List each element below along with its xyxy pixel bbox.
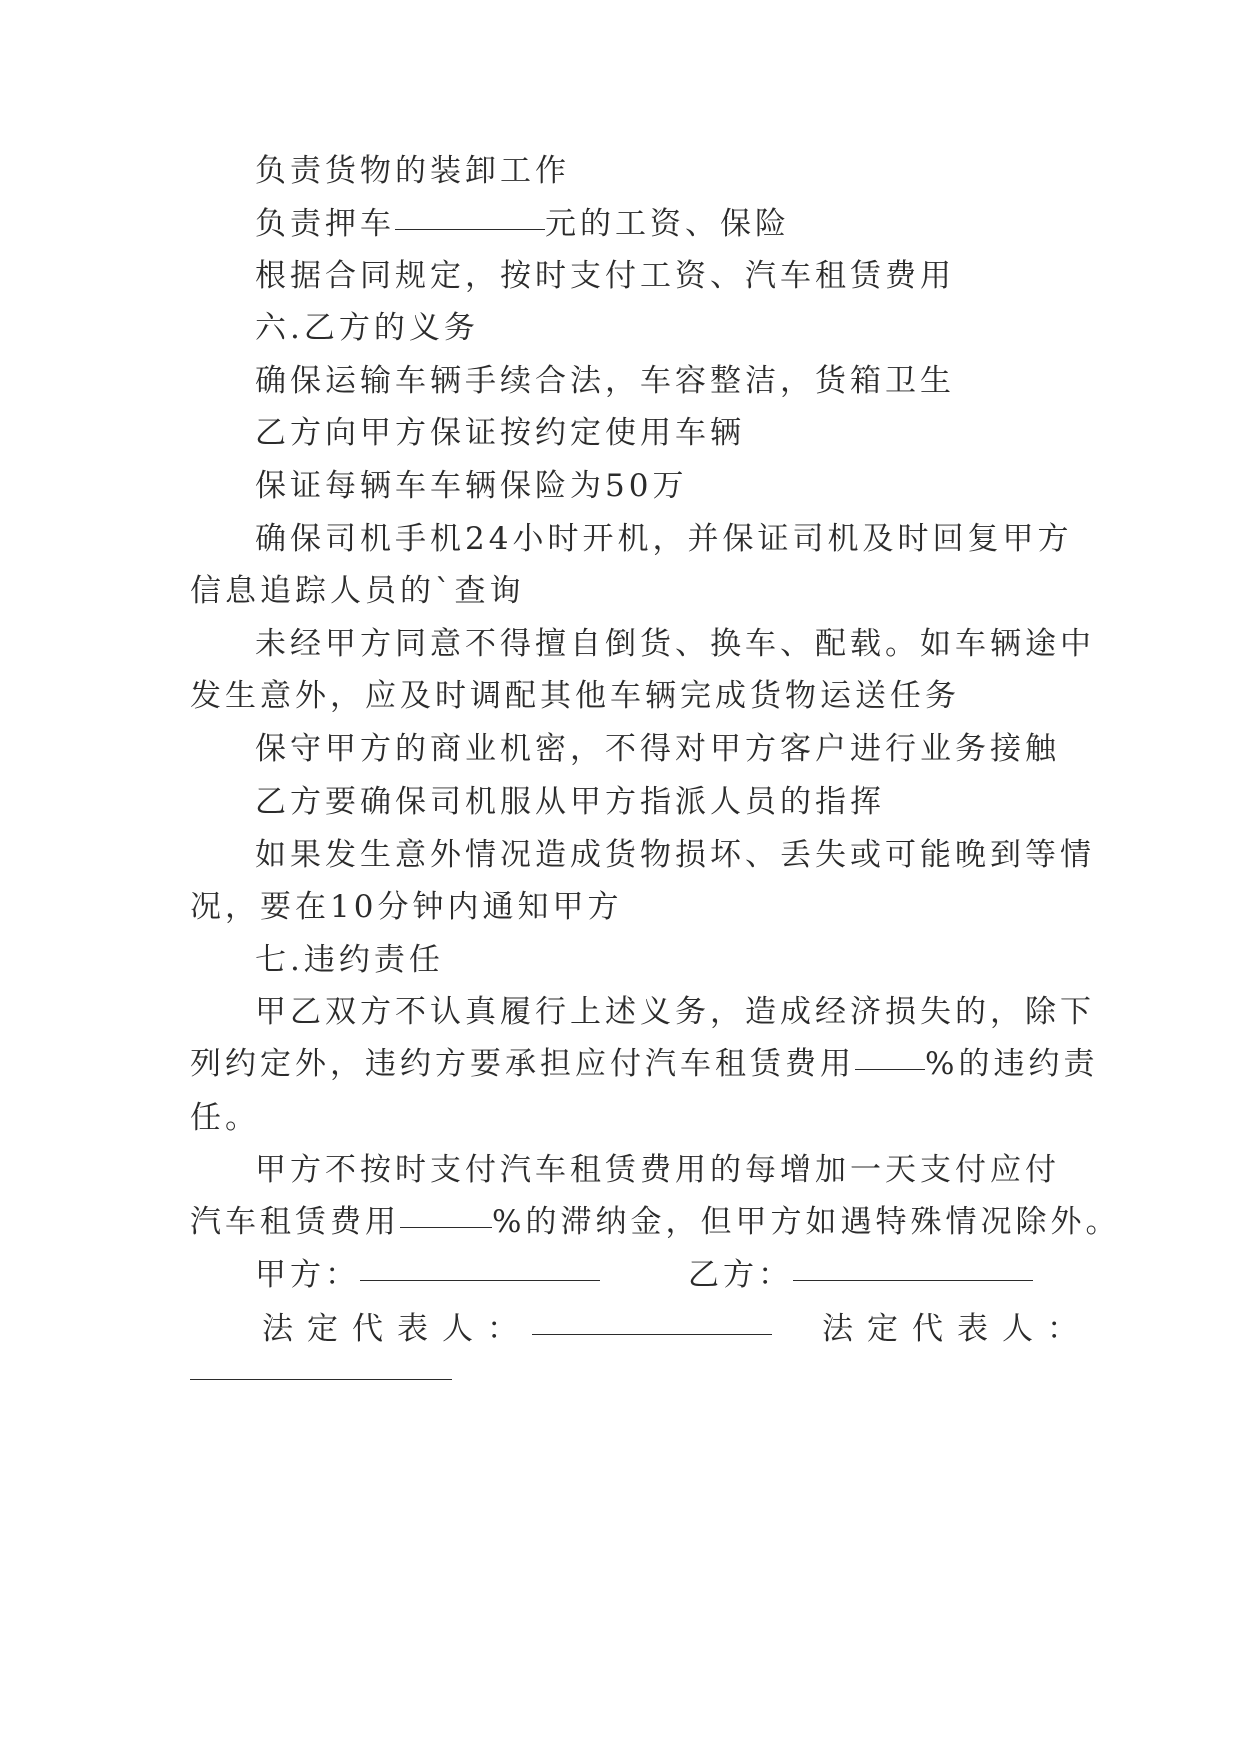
text-line: 确保司机手机24小时开机，并保证司机及时回复甲方 [255,521,1073,557]
text-line: 况，要在10分钟内通知甲方 [190,889,623,925]
rep-a-blank [532,1333,772,1335]
text-segment: 列约定外，违约方要承担应付汽车租赁费用 [190,1046,855,1082]
text-segment: %的滞纳金，但甲方如遇特殊情况除外。 [492,1204,1121,1240]
rep-b-signature [822,1303,1092,1348]
text-segment: 负责押车 [255,206,395,242]
fill-blank [400,1226,492,1228]
text-segment: %的违约责 [925,1046,1099,1082]
text-line: 如果发生意外情况造成货物损坏、丢失或可能晚到等情 [255,837,1095,873]
text-line: 乙方向甲方保证按约定使用车辆 [255,415,745,451]
fill-blank [395,228,545,230]
text-line: 保守甲方的商业机密，不得对甲方客户进行业务接触 [255,731,1060,767]
text-line: 保证每辆车车辆保险为50万 [255,468,688,504]
text-line: 根据合同规定，按时支付工资、汽车租赁费用 [255,258,955,294]
text-line: 任。 [190,1100,260,1136]
party-b-blank [793,1279,1033,1281]
rep-b-label: 法定代表人： [822,1311,1092,1347]
text-line: 乙方要确保司机服从甲方指派人员的指挥 [255,784,885,820]
text-line: 未经甲方同意不得擅自倒货、换车、配载。如车辆途中 [255,626,1095,662]
party-b-label: 乙方： [688,1257,793,1293]
text-line: 甲乙双方不认真履行上述义务，造成经济损失的，除下 [255,994,1095,1030]
section-heading: 七.违约责任 [255,942,444,978]
text-line [255,198,790,243]
text-segment: 汽车租赁费用 [190,1204,400,1240]
text-line: 确保运输车辆手续合法，车容整洁，货箱卫生 [255,363,955,399]
text-line [190,1196,1120,1241]
text-segment: 元的工资、保险 [545,206,790,242]
party-b-signature [688,1249,1033,1294]
rep-a-label: 法定代表人： [262,1311,532,1347]
rep-a-signature [262,1303,772,1348]
rep-b-blank-line [190,1356,452,1392]
text-line [190,1038,1098,1083]
rep-b-blank [190,1378,452,1380]
party-a-blank [360,1279,600,1281]
party-a-label: 甲方： [255,1257,360,1293]
fill-blank [855,1068,925,1070]
text-line: 发生意外，应及时调配其他车辆完成货物运送任务 [190,678,960,714]
text-line: 甲方不按时支付汽车租赁费用的每增加一天支付应付 [255,1152,1060,1188]
text-line: 信息追踪人员的`查询 [190,573,525,609]
party-a-signature [255,1249,600,1294]
section-heading: 六.乙方的义务 [255,310,479,346]
text-line: 负责货物的装卸工作 [255,153,570,189]
